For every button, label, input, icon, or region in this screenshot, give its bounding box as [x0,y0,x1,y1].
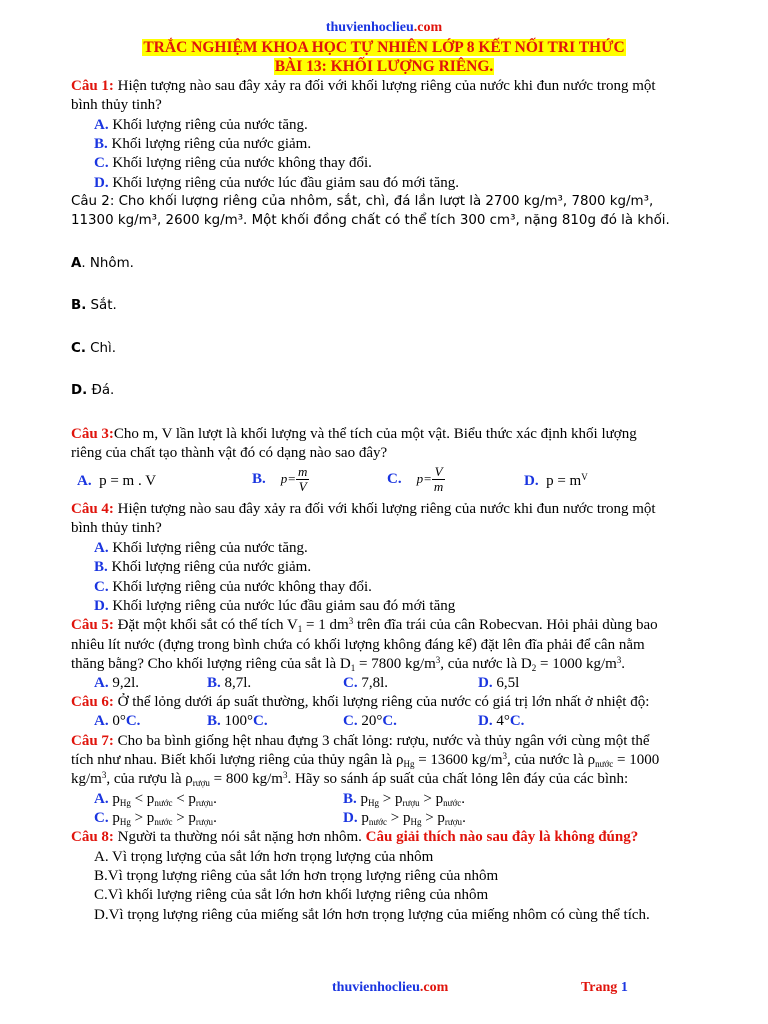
question-4-line2: bình thủy tinh? [71,520,162,536]
question-8-option-c: C.Vì khối lượng riêng của sắt lớn hơn khối lượng riêng của nhôm [94,887,489,903]
question-6-option-c: C. 20°C. [343,713,397,729]
question-2-option-b: B. Sắt. [71,298,117,313]
question-3-option-d: D. $p = m^V$ [524,472,588,489]
question-6-option-a: A. 0°C. [94,713,141,729]
question-8-option-a: A. Vì trọng lượng của sắt lớn hơn trọng lượng của nhôm [94,849,434,865]
question-6-option-d: D. 4°C. [478,713,525,729]
formula-fraction: $\frac{m}{V}$ [298,464,308,495]
question-2-option-c: C. Chì. [71,341,116,356]
question-5-line2: nhiêu lít nước (đựng trong bình chứa có khối lượng không đáng kể) đặt lên đĩa phải để cân nằm [71,637,645,653]
question-3-line2: riêng của chất tạo thành vật đó có dạng nào sao đây? [71,445,388,461]
question-7-line3: $kg/m^3$, của rượu là $\rho_{rượu} = 800$ $kg/m^3$. Hãy so sánh áp suất của chất lỏng lên đáy của các bình: [71,770,629,788]
question-6: Câu 6: Ở thể lỏng dưới áp suất thường, khối lượng riêng của nước có giá trị lớn nhất ở nhiệt độ: [71,694,650,710]
question-4-option-a: A. Khối lượng riêng của nước tăng. [94,540,308,556]
question-1: Câu 1: Hiện tượng nào sau đây xảy ra đối với khối lượng riêng của nước khi đun nước trong một [71,78,656,94]
question-2-option-d: D. Đá. [71,383,115,398]
question-7-option-d: D. $p_{nước} > p_{Hg} > p_{rượu}$. [343,810,466,827]
question-5-option-c: C. 7,8l. [343,675,389,691]
site-header [0,18,768,37]
question-4-option-b: B. Khối lượng riêng của nước giảm. [94,559,312,575]
question-5-option-d: D. 6,5l [478,675,520,691]
question-7-option-b: B. $p_{Hg} > p_{rượu} > p_{nước}$. [343,791,465,808]
question-5-line3: thăng bằng? Cho khối lượng riêng của sắt là $D_1 = 7800$ $kg/m^3$, của nước là $D_2 = 1000$ $kg/m^3$. [71,655,626,673]
question-5: Câu 5: Đặt một khối sắt có thể tích $V_1 = 1$ $dm^3$ trên đĩa trái của cân Robecvan. Hỏi phải dùng bao [71,616,658,634]
question-7: Câu 7: Cho ba bình giống hệt nhau đựng 3 chất lỏng: rượu, nước và thủy ngân với cùng một thể [71,733,650,749]
question-1-option-a: A. Khối lượng riêng của nước tăng. [94,117,308,133]
question-5-option-a: A. 9,2l. [94,675,140,691]
lesson-title: BÀI 13: KHỐI LƯỢNG RIÊNG. [274,58,494,75]
question-5-option-b: B. 8,7l. [207,675,252,691]
footer-site-domain[interactable]: .com [419,980,449,995]
page-number: Trang 1 [581,980,628,995]
question-1-option-d: D. Khối lượng riêng của nước lúc đầu giảm sau đó mới tăng. [94,175,459,191]
question-2: Câu 2: Cho khối lượng riêng của nhôm, sắt, chì, đá lần lượt là 2700 kg/m³, 7800 kg/m³, [71,194,654,209]
question-2-line2: 11300 kg/m³, 2600 kg/m³. Một khối đồng chất có thể tích 300 cm³, nặng 810g đó là khối. [71,213,670,228]
question-3: Câu 3:Cho m, V lần lượt là khối lượng và thể tích của một vật. Biểu thức xác định khối lượng [71,426,637,442]
question-2-option-a: A. Nhôm. [71,256,134,271]
formula-fraction: $\frac{V}{m}$ [433,464,444,495]
question-3-option-b: B. p= $\frac{m}{V}$ [252,464,308,495]
question-3-option-c: C. p= $\frac{V}{m}$ [387,464,444,495]
site-name[interactable]: thuvienhoclieu [325,20,414,35]
question-8-option-d: D.Vì trọng lượng riêng của miếng sắt lớn hơn trọng lượng của miếng nhôm có cùng thể tích. [94,907,650,923]
question-1-option-c: C. Khối lượng riêng của nước không thay đổi. [94,155,372,171]
question-1-line2: bình thủy tinh? [71,97,162,113]
question-7-option-a: A. $p_{Hg} < p_{nước} < p_{rượu}$. [94,791,217,808]
question-8-option-b: B.Vì trọng lượng riêng của sắt lớn hơn trọng lượng riêng của nhôm [94,868,499,884]
page-title: TRẮC NGHIỆM KHOA HỌC TỰ NHIÊN LỚP 8 KẾT NỐI TRI THỨC [143,39,625,56]
question-1-option-b: B. Khối lượng riêng của nước giảm. [94,136,312,152]
footer-site-name[interactable]: thuvienhoclieu [332,980,420,995]
question-6-option-b: B. 100°C. [207,713,268,729]
question-4: Câu 4: Hiện tượng nào sau đây xảy ra đối với khối lượng riêng của nước khi đun nước trong một [71,501,656,517]
question-3-option-a: A. p = m . V [77,473,157,489]
footer-site [332,980,448,996]
question-4-option-c: C. Khối lượng riêng của nước không thay đổi. [94,579,372,595]
question-4-option-d: D. Khối lượng riêng của nước lúc đầu giảm sau đó mới tăng [94,598,456,614]
question-7-line2: tích như nhau. Biết khối lượng riêng của thủy ngân là $\rho_{Hg} = 13600$ $kg/m^3$, của nước là $\rho_{nước} = 1000$ [71,751,660,769]
question-8: Câu 8: Người ta thường nói sắt nặng hơn nhôm. Câu giải thích nào sau đây là không đúng? [71,829,639,845]
site-domain[interactable]: .com [413,20,443,35]
question-7-option-c: C. $p_{Hg} > p_{nước} > p_{rượu}$. [94,810,217,827]
